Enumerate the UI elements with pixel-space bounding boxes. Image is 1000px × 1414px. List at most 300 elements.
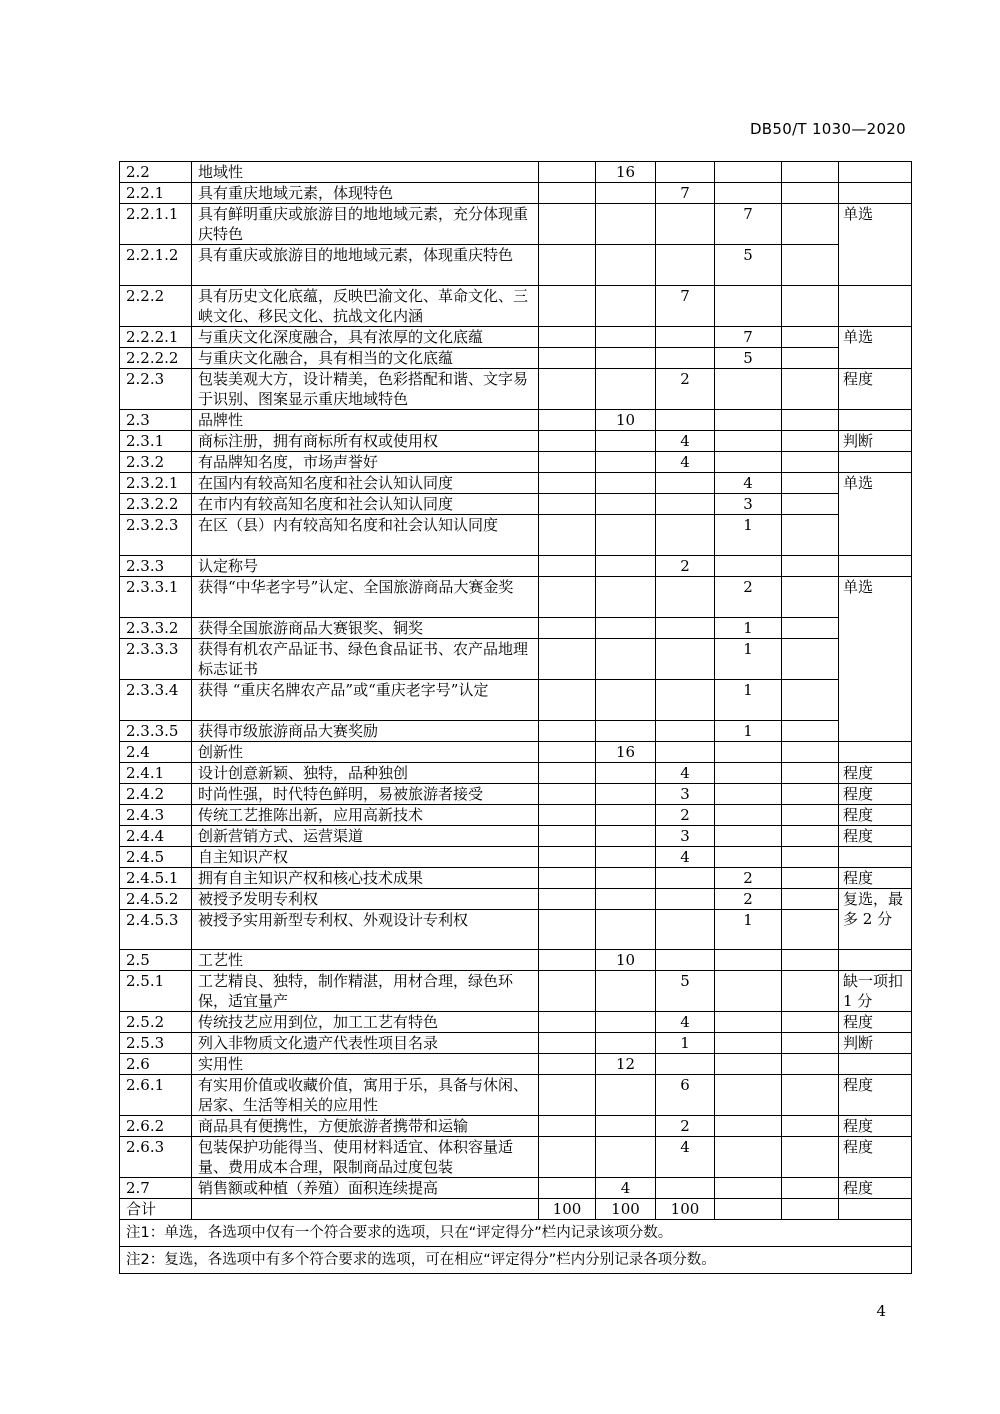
score-cell <box>539 742 596 763</box>
score-cell <box>539 763 596 784</box>
item-number-cell: 2.4.2 <box>120 784 192 805</box>
score-cell <box>782 721 839 742</box>
score-cell <box>782 763 839 784</box>
score-cell <box>539 577 596 618</box>
score-cell: 10 <box>596 950 656 971</box>
score-cell <box>596 204 656 245</box>
remark-cell: 程度 <box>839 805 912 826</box>
table-row <box>120 950 912 971</box>
remark-cell: 程度 <box>839 763 912 784</box>
table-body <box>120 162 912 1274</box>
score-cell <box>782 1178 839 1199</box>
table-row <box>120 204 912 245</box>
score-cell <box>596 721 656 742</box>
score-cell: 2 <box>656 805 715 826</box>
item-number-cell: 2.5.3 <box>120 1033 192 1054</box>
score-cell: 2 <box>715 868 782 889</box>
score-cell <box>782 950 839 971</box>
score-cell <box>782 515 839 556</box>
score-cell <box>782 494 839 515</box>
score-cell <box>782 847 839 868</box>
score-cell <box>596 680 656 721</box>
table-row <box>120 473 912 494</box>
score-cell <box>596 639 656 680</box>
item-content-cell: 创新性 <box>192 742 539 763</box>
score-cell: 5 <box>715 348 782 369</box>
item-content-cell: 认定称号 <box>192 556 539 577</box>
table-row <box>120 1116 912 1137</box>
score-cell <box>596 971 656 1012</box>
score-cell <box>782 577 839 618</box>
score-cell <box>539 494 596 515</box>
item-number-cell: 2.3.3.4 <box>120 680 192 721</box>
score-cell <box>596 245 656 286</box>
score-cell: 4 <box>656 452 715 473</box>
score-cell <box>539 1054 596 1075</box>
table-row <box>120 515 912 556</box>
total-empty-cell <box>192 1199 539 1220</box>
item-number-cell: 2.3.2 <box>120 452 192 473</box>
score-cell <box>656 889 715 910</box>
score-cell <box>596 515 656 556</box>
score-cell <box>782 410 839 431</box>
score-cell <box>656 1178 715 1199</box>
remark-cell <box>839 1054 912 1075</box>
score-cell <box>656 245 715 286</box>
table-row <box>120 245 912 286</box>
item-number-cell: 2.6.2 <box>120 1116 192 1137</box>
table-row <box>120 348 912 369</box>
item-number-cell: 2.2.1 <box>120 183 192 204</box>
score-cell: 2 <box>656 369 715 410</box>
item-content-cell: 有实用价值或收藏价值，寓用于乐，具备与休闲、居家、生活等相关的应用性 <box>192 1075 539 1116</box>
item-content-cell: 设计创意新颖、独特，品种独创 <box>192 763 539 784</box>
item-content-cell: 时尚性强，时代特色鲜明，易被旅游者接受 <box>192 784 539 805</box>
score-cell <box>539 204 596 245</box>
item-content-cell: 创新营销方式、运营渠道 <box>192 826 539 847</box>
remark-cell <box>839 556 912 577</box>
total-remark-cell <box>839 1199 912 1220</box>
score-cell <box>656 204 715 245</box>
score-cell <box>539 721 596 742</box>
item-number-cell: 2.6.1 <box>120 1075 192 1116</box>
remark-cell: 程度 <box>839 868 912 889</box>
remark-cell <box>839 742 912 763</box>
score-cell <box>539 348 596 369</box>
score-cell <box>656 680 715 721</box>
score-cell: 6 <box>656 1075 715 1116</box>
score-cell: 4 <box>656 763 715 784</box>
remark-cell <box>839 286 912 327</box>
table-row <box>120 369 912 410</box>
score-cell <box>782 1116 839 1137</box>
score-cell <box>715 784 782 805</box>
score-cell: 4 <box>715 473 782 494</box>
table-row <box>120 577 912 618</box>
table-row <box>120 1033 912 1054</box>
item-content-cell: 商标注册，拥有商标所有权或使用权 <box>192 431 539 452</box>
score-cell <box>539 1116 596 1137</box>
score-cell <box>596 1033 656 1054</box>
score-cell <box>596 910 656 950</box>
score-cell <box>715 183 782 204</box>
item-number-cell: 2.4.1 <box>120 763 192 784</box>
score-cell <box>782 245 839 286</box>
table-row <box>120 721 912 742</box>
score-cell <box>782 327 839 348</box>
table-row <box>120 431 912 452</box>
score-cell <box>539 950 596 971</box>
score-cell <box>539 1075 596 1116</box>
score-cell: 7 <box>656 286 715 327</box>
item-content-cell: 获得全国旅游商品大赛银奖、铜奖 <box>192 618 539 639</box>
remark-cell: 判断 <box>839 1033 912 1054</box>
score-cell <box>782 348 839 369</box>
score-cell <box>715 1116 782 1137</box>
item-number-cell: 2.3.2.1 <box>120 473 192 494</box>
score-cell: 12 <box>596 1054 656 1075</box>
remark-cell: 程度 <box>839 1178 912 1199</box>
item-number-cell: 2.4.5.3 <box>120 910 192 950</box>
table-row <box>120 763 912 784</box>
score-cell <box>539 515 596 556</box>
score-cell <box>596 618 656 639</box>
item-number-cell: 2.3.2.3 <box>120 515 192 556</box>
score-cell <box>656 327 715 348</box>
score-cell <box>596 1137 656 1178</box>
score-cell <box>596 1012 656 1033</box>
score-cell <box>596 556 656 577</box>
score-cell <box>539 369 596 410</box>
score-cell: 1 <box>656 1033 715 1054</box>
remark-cell: 程度 <box>839 369 912 410</box>
score-cell: 1 <box>715 618 782 639</box>
item-number-cell: 2.5.2 <box>120 1012 192 1033</box>
score-cell <box>596 826 656 847</box>
score-cell <box>715 742 782 763</box>
table-row <box>120 1075 912 1116</box>
item-number-cell: 2.3.2.2 <box>120 494 192 515</box>
score-cell <box>539 286 596 327</box>
item-number-cell: 2.6 <box>120 1054 192 1075</box>
item-content-cell: 被授予实用新型专利权、外观设计专利权 <box>192 910 539 950</box>
standard-code: DB50/T 1030—2020 <box>749 120 906 138</box>
score-cell <box>782 286 839 327</box>
item-number-cell: 2.2.2.1 <box>120 327 192 348</box>
score-cell: 4 <box>596 1178 656 1199</box>
score-cell <box>782 805 839 826</box>
score-cell <box>656 494 715 515</box>
table-row <box>120 971 912 1012</box>
item-content-cell: 与重庆文化深度融合，具有浓厚的文化底蕴 <box>192 327 539 348</box>
score-cell <box>596 763 656 784</box>
score-cell <box>715 763 782 784</box>
item-content-cell: 包装保护功能得当、使用材料适宜、体积容量适量、费用成本合理，限制商品过度包装 <box>192 1137 539 1178</box>
score-cell: 3 <box>715 494 782 515</box>
score-cell <box>539 910 596 950</box>
score-cell <box>782 971 839 1012</box>
score-cell: 3 <box>656 826 715 847</box>
score-cell <box>782 431 839 452</box>
item-content-cell: 具有历史文化底蕴，反映巴渝文化、革命文化、三峡文化、移民文化、抗战文化内涵 <box>192 286 539 327</box>
score-cell <box>539 805 596 826</box>
remark-cell <box>839 162 912 183</box>
score-cell <box>596 348 656 369</box>
table-row <box>120 639 912 680</box>
score-cell: 4 <box>656 431 715 452</box>
page-number: 4 <box>876 1302 886 1320</box>
item-number-cell: 2.3.3.2 <box>120 618 192 639</box>
remark-cell: 程度 <box>839 1075 912 1116</box>
item-number-cell: 2.4.5.2 <box>120 889 192 910</box>
score-cell <box>656 577 715 618</box>
item-number-cell: 2.2.2.2 <box>120 348 192 369</box>
score-cell <box>656 868 715 889</box>
score-cell <box>539 556 596 577</box>
table-row <box>120 1012 912 1033</box>
score-cell <box>656 618 715 639</box>
item-number-cell: 2.3.3.5 <box>120 721 192 742</box>
item-content-cell: 在市内有较高知名度和社会认知认同度 <box>192 494 539 515</box>
score-cell <box>782 639 839 680</box>
score-cell <box>656 515 715 556</box>
item-content-cell: 列入非物质文化遗产代表性项目名录 <box>192 1033 539 1054</box>
score-cell <box>539 784 596 805</box>
item-content-cell: 被授予发明专利权 <box>192 889 539 910</box>
table-row <box>120 847 912 868</box>
remark-cell: 复选，最多 2 分 <box>839 889 912 950</box>
score-cell: 5 <box>656 971 715 1012</box>
score-cell <box>539 1012 596 1033</box>
score-cell <box>656 1054 715 1075</box>
score-cell <box>596 286 656 327</box>
item-number-cell: 2.3.1 <box>120 431 192 452</box>
score-cell <box>782 742 839 763</box>
table-row <box>120 680 912 721</box>
item-content-cell: 地域性 <box>192 162 539 183</box>
table-row <box>120 868 912 889</box>
table-row <box>120 805 912 826</box>
remark-cell <box>839 847 912 868</box>
item-content-cell: 在国内有较高知名度和社会认知认同度 <box>192 473 539 494</box>
item-number-cell: 2.2.1.2 <box>120 245 192 286</box>
item-number-cell: 2.5 <box>120 950 192 971</box>
score-cell <box>656 410 715 431</box>
remark-cell: 判断 <box>839 431 912 452</box>
score-cell: 16 <box>596 742 656 763</box>
score-cell: 4 <box>656 847 715 868</box>
score-cell <box>782 826 839 847</box>
total-score-cell <box>715 1199 782 1220</box>
item-number-cell: 2.3.3 <box>120 556 192 577</box>
score-cell: 1 <box>715 515 782 556</box>
score-cell: 7 <box>715 327 782 348</box>
table-row <box>120 742 912 763</box>
table-row <box>120 327 912 348</box>
item-content-cell: 有品牌知名度，市场声誉好 <box>192 452 539 473</box>
score-cell <box>715 1178 782 1199</box>
score-cell <box>782 1137 839 1178</box>
item-number-cell: 2.3 <box>120 410 192 431</box>
score-cell: 3 <box>656 784 715 805</box>
score-cell: 1 <box>715 721 782 742</box>
score-cell <box>596 473 656 494</box>
remark-cell <box>839 950 912 971</box>
item-content-cell: 包装美观大方，设计精美，色彩搭配和谐、文字易于识别、图案显示重庆地域特色 <box>192 369 539 410</box>
score-cell <box>539 327 596 348</box>
table-row <box>120 910 912 950</box>
score-cell <box>539 868 596 889</box>
remark-cell: 程度 <box>839 1116 912 1137</box>
item-number-cell: 2.3.3.1 <box>120 577 192 618</box>
score-cell <box>782 889 839 910</box>
score-cell <box>715 162 782 183</box>
score-cell: 7 <box>656 183 715 204</box>
score-cell <box>596 577 656 618</box>
table-row <box>120 494 912 515</box>
item-content-cell: 与重庆文化融合，具有相当的文化底蕴 <box>192 348 539 369</box>
item-content-cell: 传统工艺推陈出新，应用高新技术 <box>192 805 539 826</box>
item-number-cell: 2.2.1.1 <box>120 204 192 245</box>
remark-cell: 程度 <box>839 784 912 805</box>
score-cell <box>715 1137 782 1178</box>
score-cell <box>782 680 839 721</box>
table-row <box>120 826 912 847</box>
remark-cell: 缺一项扣 1 分 <box>839 971 912 1012</box>
score-cell <box>596 805 656 826</box>
item-number-cell: 2.6.3 <box>120 1137 192 1178</box>
table-row <box>120 183 912 204</box>
item-content-cell: 自主知识产权 <box>192 847 539 868</box>
note-row <box>120 1220 912 1247</box>
score-cell: 7 <box>715 204 782 245</box>
score-cell: 16 <box>596 162 656 183</box>
remark-cell: 程度 <box>839 1137 912 1178</box>
score-cell <box>715 410 782 431</box>
score-cell <box>715 1012 782 1033</box>
table-row <box>120 1137 912 1178</box>
score-cell <box>782 1012 839 1033</box>
score-cell <box>782 784 839 805</box>
score-cell <box>596 327 656 348</box>
score-cell <box>715 452 782 473</box>
item-number-cell: 2.4 <box>120 742 192 763</box>
score-cell: 1 <box>715 910 782 950</box>
remark-cell: 单选 <box>839 577 912 742</box>
remark-cell <box>839 452 912 473</box>
remark-cell: 单选 <box>839 327 912 369</box>
score-cell: 2 <box>715 577 782 618</box>
score-cell <box>782 452 839 473</box>
score-cell <box>715 1054 782 1075</box>
score-cell <box>782 556 839 577</box>
item-content-cell: 工艺性 <box>192 950 539 971</box>
score-cell <box>656 639 715 680</box>
score-cell <box>596 494 656 515</box>
item-number-cell: 2.2.3 <box>120 369 192 410</box>
score-cell <box>782 204 839 245</box>
score-cell <box>656 910 715 950</box>
score-cell <box>596 1116 656 1137</box>
score-cell <box>656 473 715 494</box>
item-content-cell: 拥有自主知识产权和核心技术成果 <box>192 868 539 889</box>
score-cell <box>596 183 656 204</box>
item-content-cell: 工艺精良、独特，制作精湛，用材合理，绿色环保，适宜量产 <box>192 971 539 1012</box>
score-cell <box>539 452 596 473</box>
score-cell <box>656 950 715 971</box>
score-cell <box>539 971 596 1012</box>
score-cell <box>539 473 596 494</box>
score-cell <box>596 784 656 805</box>
score-cell <box>715 369 782 410</box>
score-cell <box>782 1033 839 1054</box>
item-content-cell: 获得 “重庆名牌农产品”或“重庆老字号”认定 <box>192 680 539 721</box>
score-cell <box>656 348 715 369</box>
item-content-cell: 销售额或种植（养殖）面积连续提高 <box>192 1178 539 1199</box>
item-content-cell: 商品具有便携性，方便旅游者携带和运输 <box>192 1116 539 1137</box>
item-number-cell: 2.4.4 <box>120 826 192 847</box>
table-row <box>120 784 912 805</box>
item-number-cell: 2.7 <box>120 1178 192 1199</box>
evaluation-table <box>119 161 912 1274</box>
remark-cell: 单选 <box>839 473 912 556</box>
table-row <box>120 1178 912 1199</box>
item-content-cell: 具有重庆地域元素，体现特色 <box>192 183 539 204</box>
table-row <box>120 410 912 431</box>
score-cell <box>782 868 839 889</box>
score-cell: 10 <box>596 410 656 431</box>
note-text: 注2：复选，各选项中有多个符合要求的选项，可在相应“评定得分”栏内分别记录各项分数。 <box>120 1247 912 1274</box>
table-row <box>120 889 912 910</box>
remark-cell: 单选 <box>839 204 912 286</box>
score-cell <box>539 1178 596 1199</box>
score-cell <box>596 847 656 868</box>
score-cell <box>596 868 656 889</box>
score-cell <box>596 452 656 473</box>
table-row <box>120 556 912 577</box>
item-content-cell: 获得有机农产品证书、绿色食品证书、农产品地理标志证书 <box>192 639 539 680</box>
score-cell: 5 <box>715 245 782 286</box>
item-number-cell: 2.2 <box>120 162 192 183</box>
total-row <box>120 1199 912 1220</box>
item-number-cell: 2.4.5 <box>120 847 192 868</box>
total-score-cell: 100 <box>539 1199 596 1220</box>
score-cell <box>782 910 839 950</box>
table-row <box>120 452 912 473</box>
remark-cell <box>839 410 912 431</box>
total-label-cell: 合计 <box>120 1199 192 1220</box>
score-cell <box>539 889 596 910</box>
remark-cell: 程度 <box>839 1012 912 1033</box>
score-cell <box>596 889 656 910</box>
remark-cell: 程度 <box>839 826 912 847</box>
item-content-cell: 在区（县）内有较高知名度和社会认知认同度 <box>192 515 539 556</box>
item-content-cell: 具有鲜明重庆或旅游目的地地域元素，充分体现重庆特色 <box>192 204 539 245</box>
remark-cell <box>839 183 912 204</box>
note-row <box>120 1247 912 1274</box>
score-cell <box>715 950 782 971</box>
table-row <box>120 1054 912 1075</box>
score-cell <box>596 1075 656 1116</box>
score-cell <box>539 826 596 847</box>
item-content-cell: 传统技艺应用到位，加工工艺有特色 <box>192 1012 539 1033</box>
item-number-cell: 2.2.2 <box>120 286 192 327</box>
score-cell <box>539 183 596 204</box>
total-score-cell <box>782 1199 839 1220</box>
score-cell <box>782 1054 839 1075</box>
score-cell <box>596 369 656 410</box>
score-cell: 1 <box>715 680 782 721</box>
